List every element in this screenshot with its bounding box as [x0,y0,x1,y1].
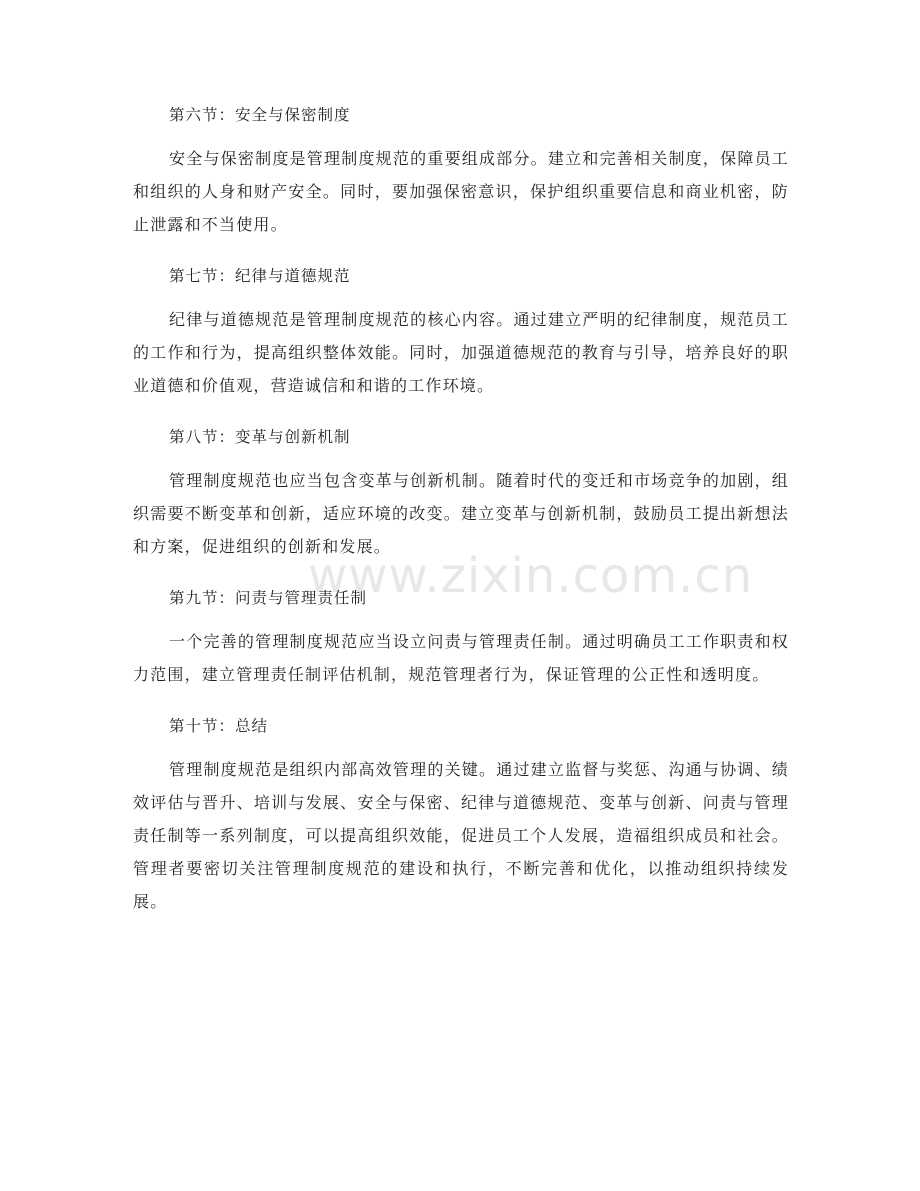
section-heading: 第七节：纪律与道德规范 [169,267,351,285]
section-paragraph: 管理制度规范是组织内部高效管理的关键。通过建立监督与奖惩、沟通与协调、绩效评估与晋升、培训与发展、安全与保密、纪律与道德规范、变革与创新、问责与管理责任制等一系列制度，可以提高组织效能，促进员工个人发展，造福组织成员和社会。管理者要密切关注管理制度规范的建设和执行，不断完善和优化，以推动组织持续发展。 [133,760,789,911]
section-paragraph: 纪律与道德规范是管理制度规范的核心内容。通过建立严明的纪律制度，规范员工的工作和行为，提高组织整体效能。同时，加强道德规范的教育与引导，培养良好的职业道德和价值观，营造诚信和和谐的工作环境。 [133,310,789,395]
section-paragraph: 管理制度规范也应当包含变革与创新机制。随着时代的变迁和市场竞争的加剧，组织需要不断变革和创新，适应环境的改变。建立变革与创新机制，鼓励员工提出新想法和方案，促进组织的创新和发展。 [133,471,789,556]
section-8 [133,425,789,563]
section-paragraph: 安全与保密制度是管理制度规范的重要组成部分。建立和完善相关制度，保障员工和组织的人身和财产安全。同时，要加强保密意识，保护组织重要信息和商业机密，防止泄露和不当使用。 [133,149,789,234]
section-heading: 第十节：总结 [169,717,269,735]
section-6 [133,103,789,241]
section-paragraph: 一个完善的管理制度规范应当设立问责与管理责任制。通过明确员工工作职责和权力范围，建立管理责任制评估机制，规范管理者行为，保证管理的公正性和透明度。 [133,632,789,684]
section-9 [133,586,789,691]
section-heading: 第六节：安全与保密制度 [169,106,351,124]
section-heading: 第八节：变革与创新机制 [169,428,351,446]
section-7 [133,264,789,402]
document-body [133,103,789,941]
section-10 [133,714,789,918]
section-heading: 第九节：问责与管理责任制 [169,589,368,607]
watermark: www.zixin.com.cn [308,548,754,604]
